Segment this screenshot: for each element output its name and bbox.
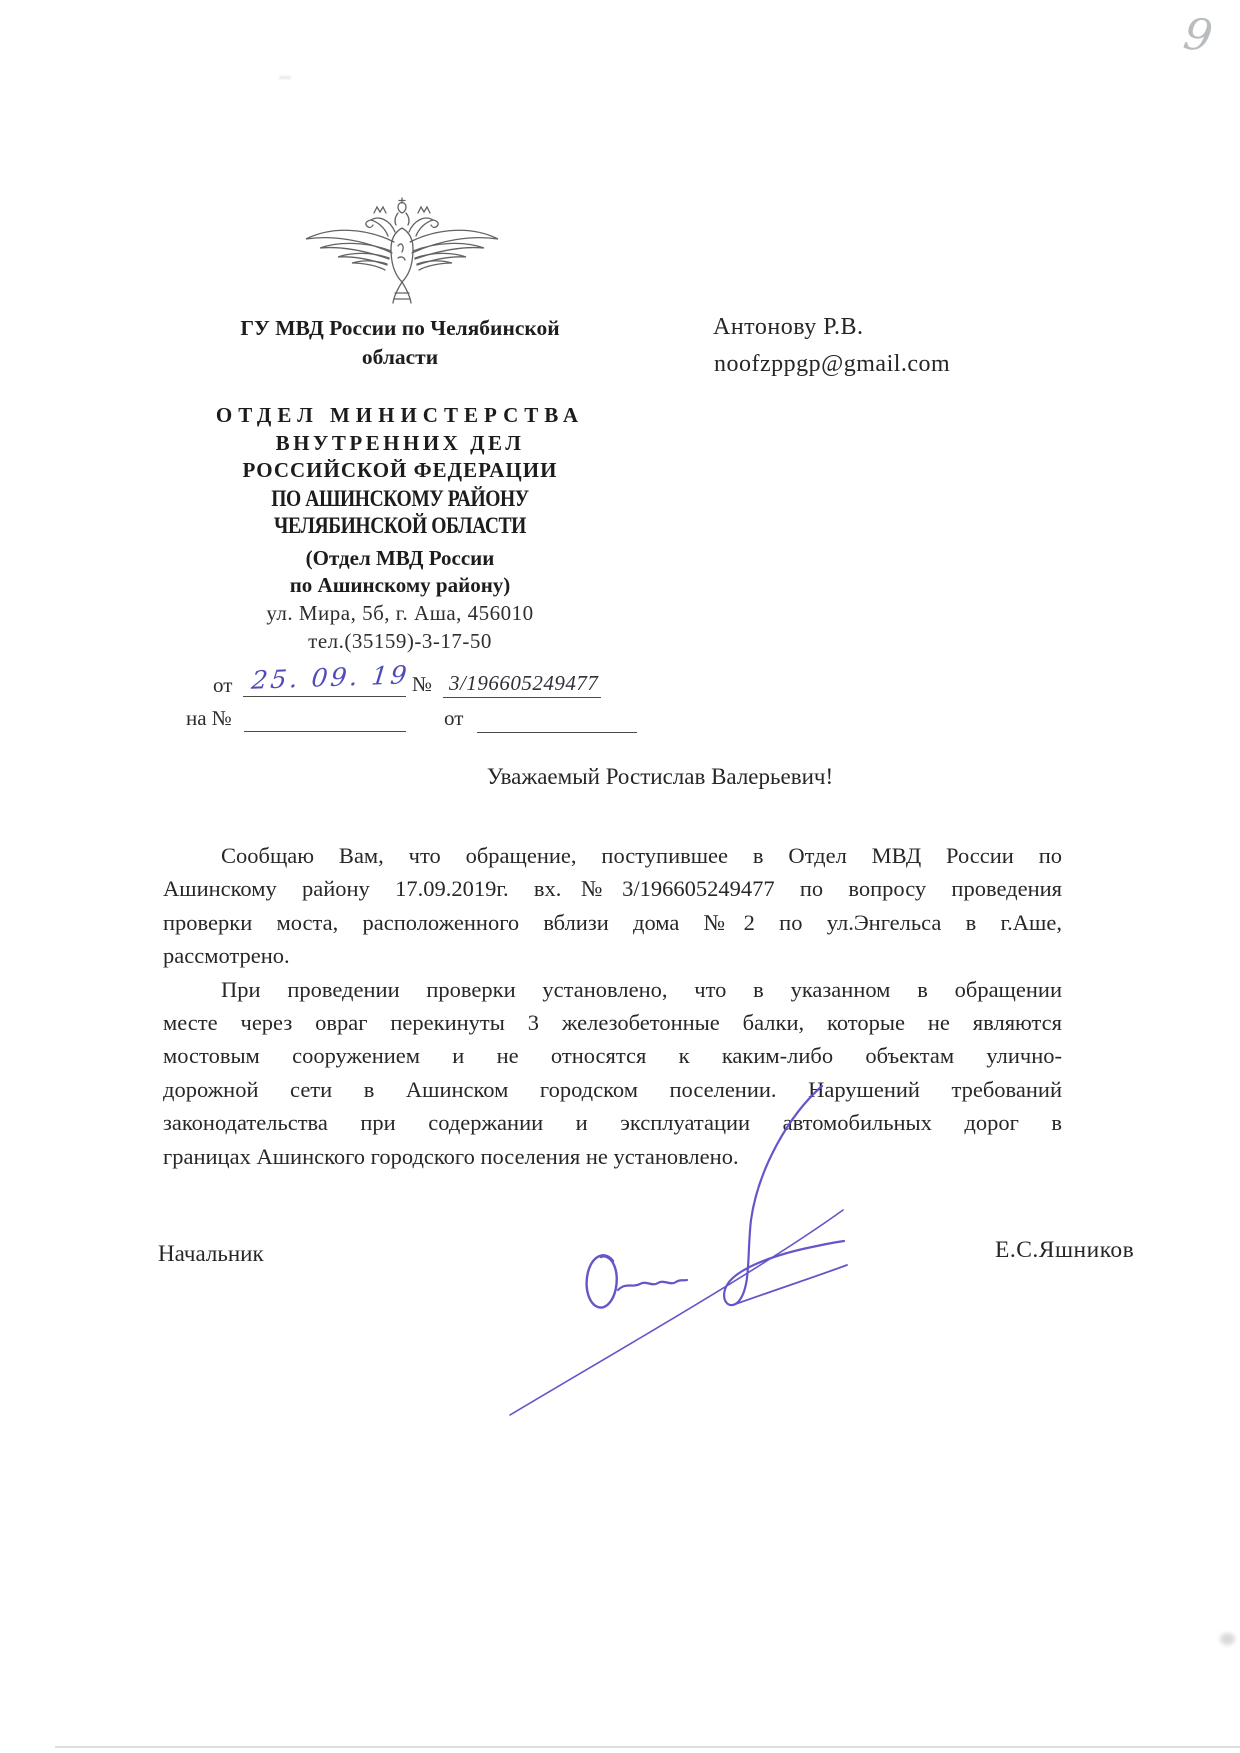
body-line: Ашинскому району 17.09.2019г. вх.№3/196605249477 по вопросу проведения xyxy=(163,876,1062,902)
salutation: Уважаемый Ростислав Валерьевич! xyxy=(486,764,834,789)
body-line: рассмотрено. xyxy=(163,943,290,969)
org-short-name-line: по Ашинскому району) xyxy=(289,573,511,597)
reply-number-underline xyxy=(244,731,406,732)
page-number-annotation: 9 xyxy=(1180,8,1216,63)
org-line: ОТДЕЛ МИНИСТЕРСТВА xyxy=(215,403,585,427)
eagle-left-side xyxy=(306,207,395,270)
parent-org-line1: ГУ МВД России по Челябинской xyxy=(240,316,560,340)
outgoing-date-label: от xyxy=(213,673,233,697)
eagle-crown xyxy=(395,198,409,225)
handwritten-signature-icon xyxy=(430,1058,860,1428)
outgoing-number-label: № xyxy=(412,672,433,696)
eagle-tail xyxy=(393,282,411,303)
outgoing-number-value: 3/196605249477 xyxy=(449,671,599,695)
recipient-email: noofzppgp@gmail.com xyxy=(714,351,951,377)
recipient-name: Антонову Р.В. xyxy=(713,314,864,340)
body-line: границах Ашинского городского поселения не установлено. xyxy=(163,1143,739,1169)
eagle-shield xyxy=(391,228,413,282)
org-phone: тел.(35159)-3-17-50 xyxy=(308,629,492,653)
body-line: мостовым сооружением и не относятся к каким-либо объектам улично- xyxy=(163,1043,1062,1069)
parent-org-line2: области xyxy=(361,345,439,369)
body-line: Сообщаю Вам, что обращение, поступившее в Отдел МВД России по xyxy=(221,843,1062,868)
signer-name: Е.С.Яшников xyxy=(995,1237,1135,1263)
signer-position-title: Начальник xyxy=(158,1241,264,1266)
eagle-right-side xyxy=(409,207,498,270)
body-line: дорожной сети в Ашинском городском поселении. Нарушений требований xyxy=(163,1076,1062,1102)
reply-date-underline xyxy=(477,732,637,733)
body-line: проверки моста, расположенного вблизи дома №2 по ул.Энгельса в г.Аше, xyxy=(163,909,1062,935)
date-underline xyxy=(243,696,406,697)
mvd-double-headed-eagle-icon xyxy=(298,196,506,312)
org-line: ВНУТРЕННИХ ДЕЛ xyxy=(275,430,525,455)
org-line: РОССИЙСКОЙ ФЕДЕРАЦИИ xyxy=(242,458,558,482)
org-line: ПО АШИНСКОМУ РАЙОНУ xyxy=(271,485,529,511)
body-line: месте через овраг перекинуты 3 железобетонные балки, которые не являются xyxy=(163,1010,1062,1036)
body-line: При проведении проверки установлено, что в указанном в обращении xyxy=(221,976,1062,1002)
handwritten-date: 25. 09. 19 xyxy=(250,660,412,695)
reply-date-label: от xyxy=(444,706,464,730)
org-line: ЧЕЛЯБИНСКОЙ ОБЛАСТИ xyxy=(274,513,526,538)
org-address: ул. Мира, 5б, г. Аша, 456010 xyxy=(266,601,534,625)
org-name-block xyxy=(186,402,614,600)
scan-edge-line xyxy=(55,1746,1240,1748)
scan-artifact xyxy=(1220,1633,1235,1645)
body-line: законодательства при содержании и эксплуатации автомобильных дорог в xyxy=(163,1110,1062,1136)
reply-number-label: на № xyxy=(186,706,232,730)
number-underline xyxy=(443,697,601,698)
scan-artifact xyxy=(279,76,291,79)
parent-org-block xyxy=(186,314,614,372)
org-short-name-line: (Отдел МВД России xyxy=(305,545,495,570)
